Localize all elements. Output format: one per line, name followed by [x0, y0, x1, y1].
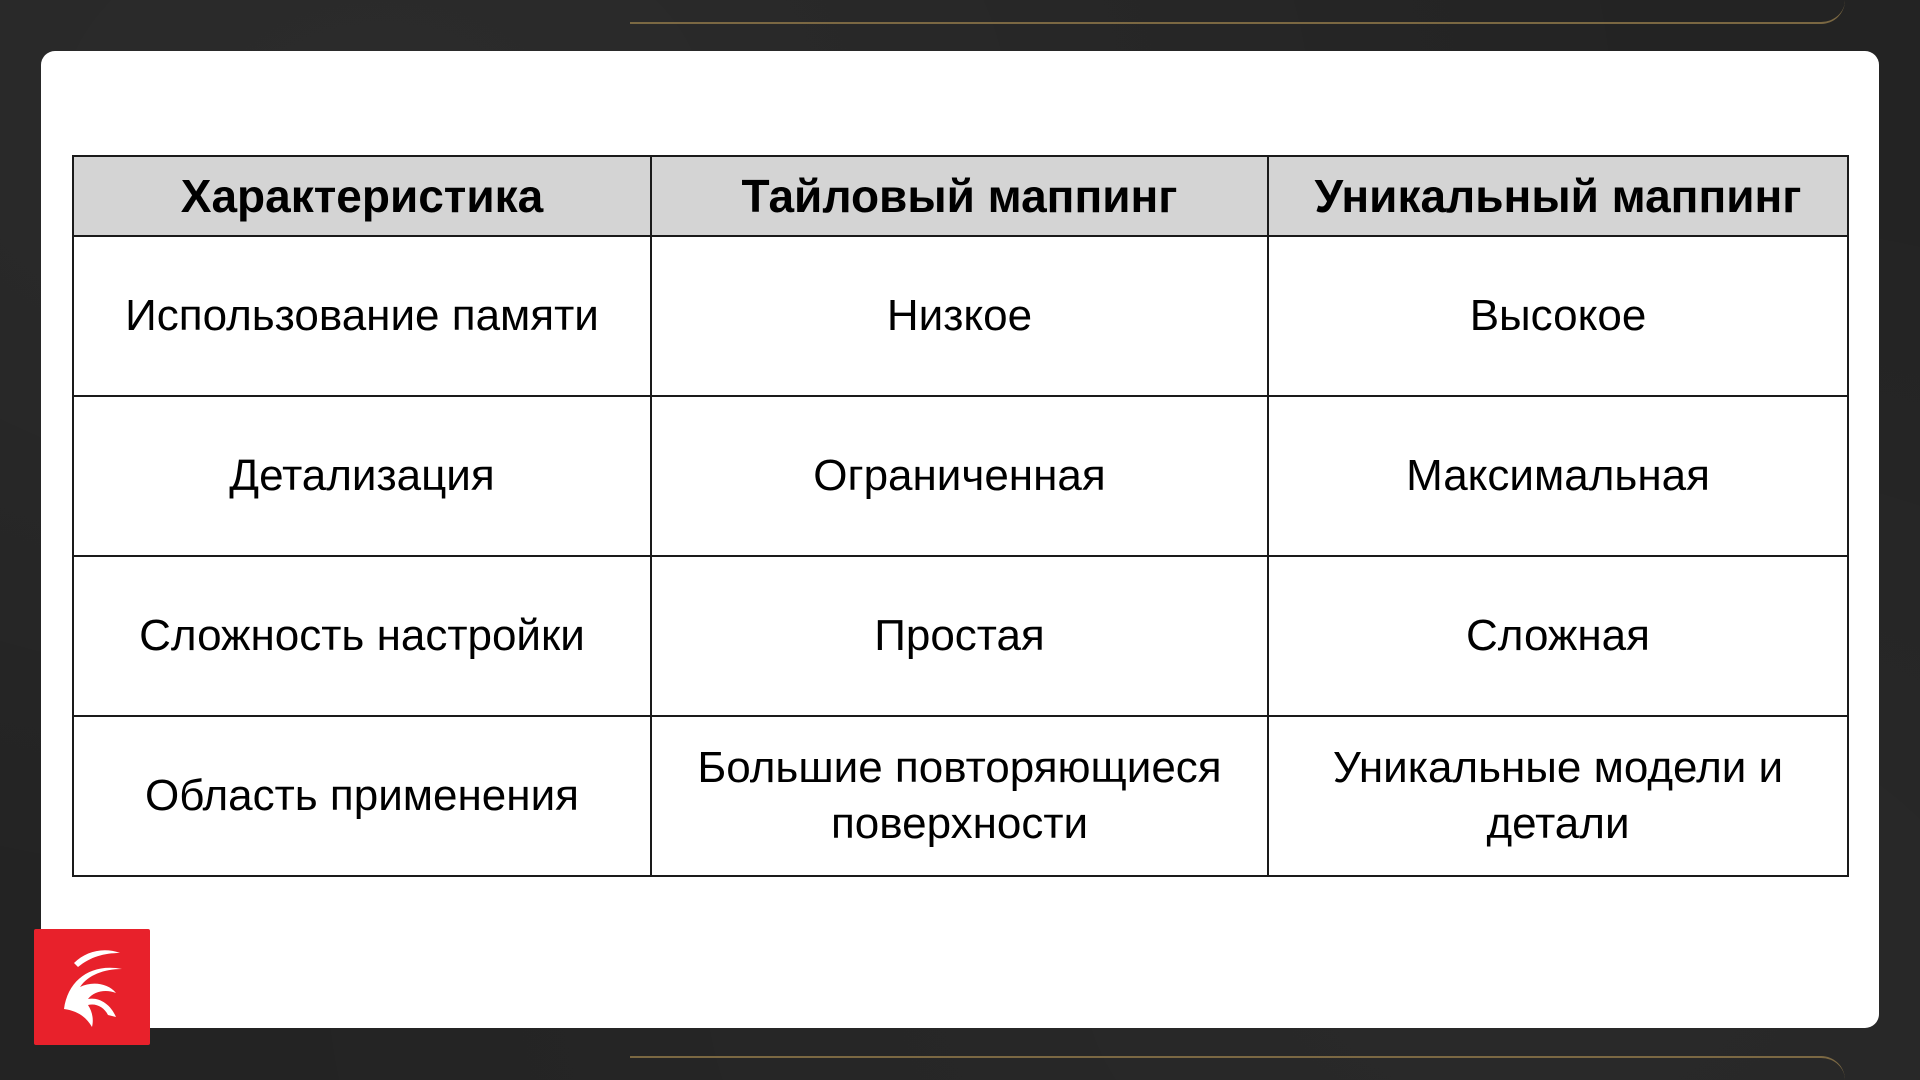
header-tiled-mapping: Тайловый маппинг	[651, 156, 1268, 236]
cell-characteristic: Детализация	[73, 396, 651, 556]
table-body	[73, 236, 1848, 876]
table-row	[73, 556, 1848, 716]
cell-tiled: Низкое	[651, 236, 1268, 396]
decorative-line-top	[630, 0, 1845, 24]
table-row	[73, 396, 1848, 556]
table-row	[73, 236, 1848, 396]
comparison-table	[72, 155, 1849, 877]
cell-unique: Сложная	[1268, 556, 1848, 716]
header-characteristic: Характеристика	[73, 156, 651, 236]
cell-unique: Максимальная	[1268, 396, 1848, 556]
header-unique-mapping: Уникальный маппинг	[1268, 156, 1848, 236]
cell-characteristic: Сложность настройки	[73, 556, 651, 716]
header-row	[73, 156, 1848, 236]
dragon-logo-icon	[34, 929, 150, 1045]
cell-tiled: Простая	[651, 556, 1268, 716]
table-header	[73, 156, 1848, 236]
table-row	[73, 716, 1848, 876]
cell-tiled: Большие повторяющиеся поверхности	[651, 716, 1268, 876]
cell-unique: Высокое	[1268, 236, 1848, 396]
cell-characteristic: Область применения	[73, 716, 651, 876]
decorative-line-bottom	[630, 1056, 1845, 1080]
cell-unique: Уникальные модели и детали	[1268, 716, 1848, 876]
cell-tiled: Ограниченная	[651, 396, 1268, 556]
cell-characteristic: Использование памяти	[73, 236, 651, 396]
